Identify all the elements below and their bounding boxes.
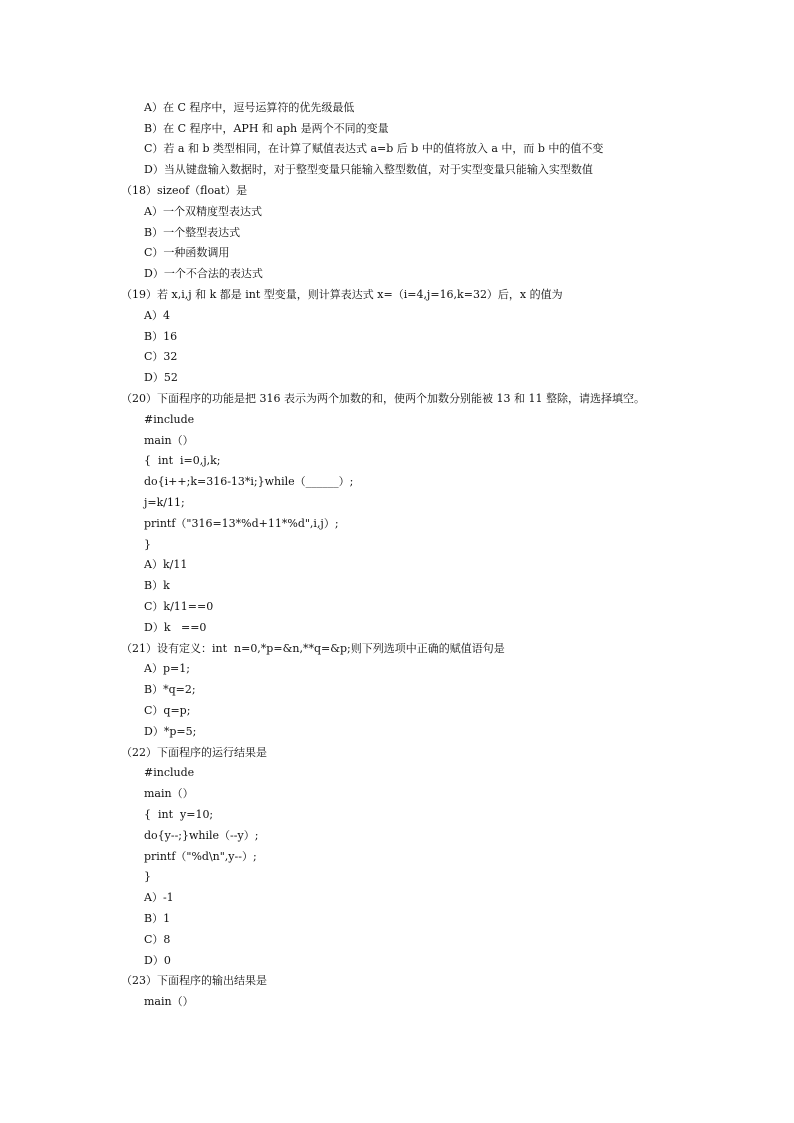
option-line: D）0 bbox=[144, 954, 171, 967]
code-line: main（） bbox=[144, 787, 194, 800]
code-line: do{y--;}while（--y）; bbox=[144, 829, 259, 842]
option-line: C）一种函数调用 bbox=[144, 246, 230, 259]
code-line: main（） bbox=[144, 434, 194, 447]
question-stem: （18）sizeof（float）是 bbox=[121, 184, 248, 197]
code-line: { int i=0,j,k; bbox=[144, 454, 221, 467]
code-line: printf（"316=13*%d+11*%d",i,j）; bbox=[144, 517, 339, 530]
option-line: C）若 a 和 b 类型相同，在计算了赋值表达式 a=b 后 b 中的值将放入 a 中，而 b 中的值不变 bbox=[144, 142, 604, 155]
option-line: A）一个双精度型表达式 bbox=[144, 205, 262, 218]
question-stem: （23）下面程序的输出结果是 bbox=[121, 974, 267, 987]
option-line: C）q=p; bbox=[144, 704, 191, 717]
code-line: #include bbox=[144, 413, 195, 426]
option-line: D）一个不合法的表达式 bbox=[144, 267, 263, 280]
code-line: } bbox=[144, 538, 151, 551]
code-line: printf（"%d\n",y--）; bbox=[144, 850, 257, 863]
option-line: C）8 bbox=[144, 933, 171, 946]
question-stem: （19）若 x,i,j 和 k 都是 int 型变量，则计算表达式 x=（i=4,j=16,k=32）后，x 的值为 bbox=[121, 288, 563, 301]
code-line: } bbox=[144, 870, 151, 883]
option-line: B）一个整型表达式 bbox=[144, 226, 241, 239]
code-line: #include bbox=[144, 766, 195, 779]
option-line: D）*p=5; bbox=[144, 725, 197, 738]
question-stem: （21）设有定义：int n=0,*p=&n,**q=&p;则下列选项中正确的赋值语句是 bbox=[121, 642, 505, 655]
option-line: D）k ==0 bbox=[144, 621, 207, 634]
code-line: { int y=10; bbox=[144, 808, 214, 821]
option-line: A）在 C 程序中，逗号运算符的优先级最低 bbox=[144, 101, 355, 114]
option-line: A）-1 bbox=[144, 891, 174, 904]
option-line: A）4 bbox=[144, 309, 170, 322]
option-line: A）p=1; bbox=[144, 662, 190, 675]
option-line: C）32 bbox=[144, 350, 178, 363]
question-stem: （20）下面程序的功能是把 316 表示为两个加数的和，使两个加数分别能被 13 和 11 整除，请选择填空。 bbox=[121, 392, 645, 405]
option-line: B）16 bbox=[144, 330, 178, 343]
code-line: do{i++;k=316-13*i;}while（______）; bbox=[144, 475, 354, 488]
option-line: D）当从键盘输入数据时，对于整型变量只能输入整型数值，对于实型变量只能输入实型数值 bbox=[144, 163, 593, 176]
option-line: B）1 bbox=[144, 912, 171, 925]
code-line: j=k/11; bbox=[144, 496, 185, 509]
option-line: D）52 bbox=[144, 371, 178, 384]
code-line: main（） bbox=[144, 995, 194, 1008]
option-line: B）k bbox=[144, 579, 170, 592]
option-line: A）k/11 bbox=[144, 558, 188, 571]
question-stem: （22）下面程序的运行结果是 bbox=[121, 746, 267, 759]
option-line: B）在 C 程序中，APH 和 aph 是两个不同的变量 bbox=[144, 122, 389, 135]
option-line: C）k/11==0 bbox=[144, 600, 214, 613]
option-line: B）*q=2; bbox=[144, 683, 196, 696]
